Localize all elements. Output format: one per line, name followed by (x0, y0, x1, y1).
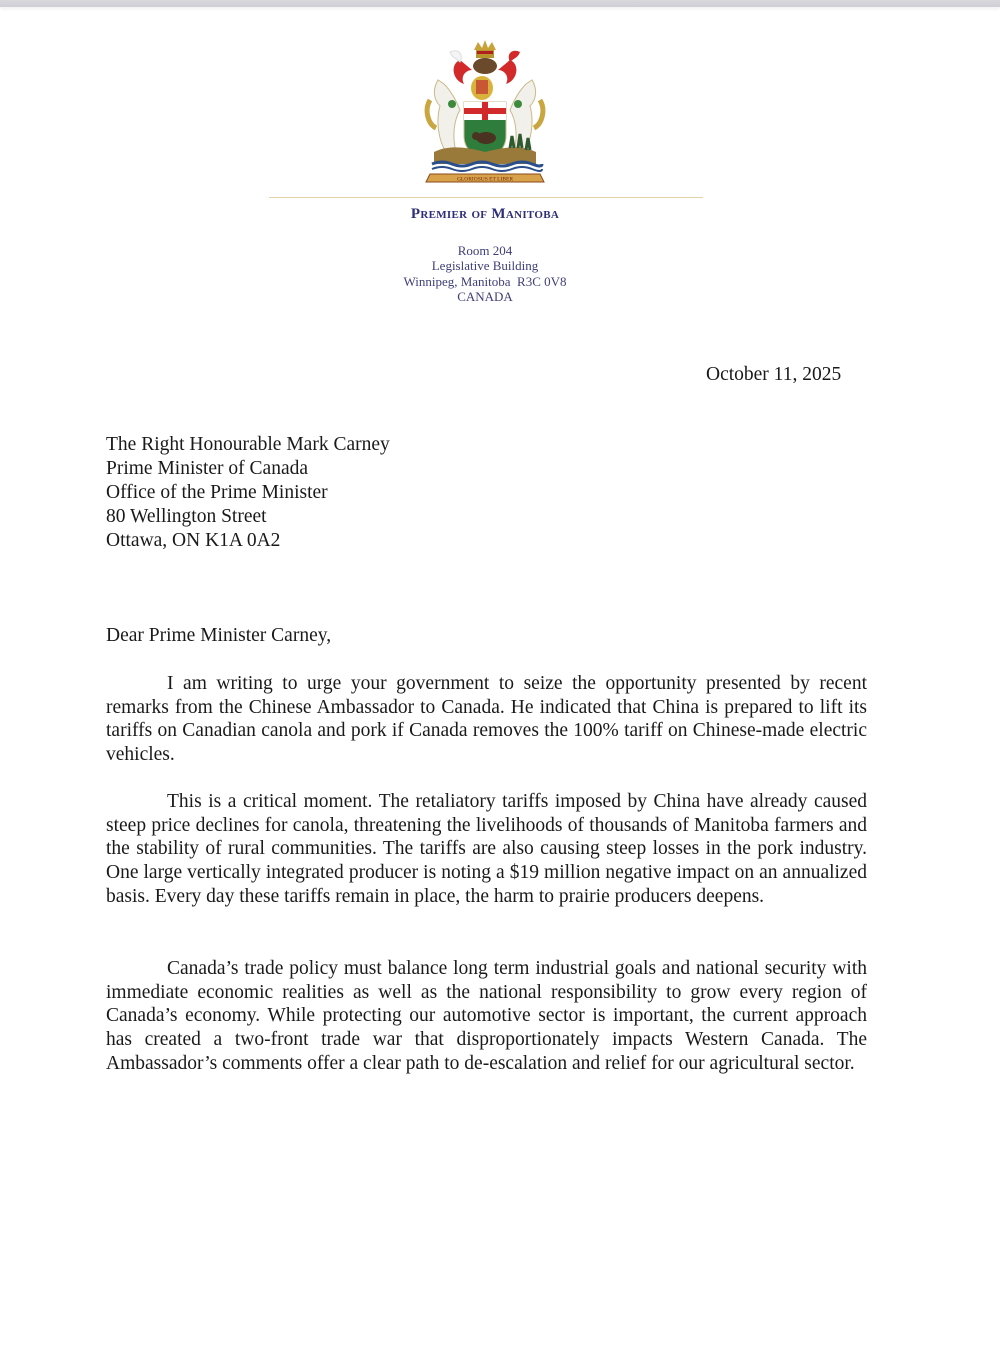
salutation: Dear Prime Minister Carney, (106, 625, 332, 646)
crest-motto: GLORIOSUS ET LIBER (456, 176, 514, 183)
letter-date: October 11, 2025 (706, 364, 842, 385)
manitoba-coat-of-arms (420, 40, 550, 188)
viewer-top-bar (0, 0, 1000, 7)
office-name: Premier of Manitoba (410, 206, 560, 222)
letterhead-rule (269, 197, 703, 198)
address-line: Winnipeg, Manitoba R3C 0V8 (403, 273, 567, 289)
recipient-office: Office of the Prime Minister (106, 482, 328, 503)
body-paragraph-2: This is a critical moment. The retaliatory tariffs imposed by China have already caused steep price declines for canola, threatening the livelihoods of thousands of Manitoba farmers and the stability of rural communities. The tariffs are also causing steep losses in the pork industry. One large vertically integrated producer is noting a $19 million negative impact on an annualized basis. Every day these tariffs remain in place, the harm to prairie producers deepens. (106, 791, 867, 907)
coat-of-arms-icon (420, 40, 550, 188)
body-paragraph-3: Canada’s trade policy must balance long term industrial goals and national security with immediate economic realities as well as the national responsibility to grow every region of Canada’s economy. While protecting our automotive sector is important, the current approach has created a two-front trade war that disproportionately impacts Western Canada. The Ambassador’s comments offer a clear path to de-escalation and relief for our agricultural sector. (106, 958, 867, 1074)
address-line: Legislative Building (431, 258, 539, 274)
recipient-street: 80 Wellington Street (106, 506, 267, 527)
recipient-title: Prime Minister of Canada (106, 458, 308, 479)
body-paragraph-1: I am writing to urge your government to seize the opportunity presented by recent remarks from the Chinese Ambassador to Canada. He indicated that China is prepared to lift its tariffs on Canadian canola and pork if Canada removes the 100% tariff on Chinese-made electric vehicles. (106, 673, 867, 766)
recipient-block (106, 433, 390, 553)
address-line: CANADA (457, 288, 513, 304)
recipient-name: The Right Honourable Mark Carney (106, 434, 390, 455)
address-line: Room 204 (457, 243, 513, 258)
letterhead-address (0, 243, 970, 304)
recipient-city: Ottawa, ON K1A 0A2 (106, 530, 281, 551)
